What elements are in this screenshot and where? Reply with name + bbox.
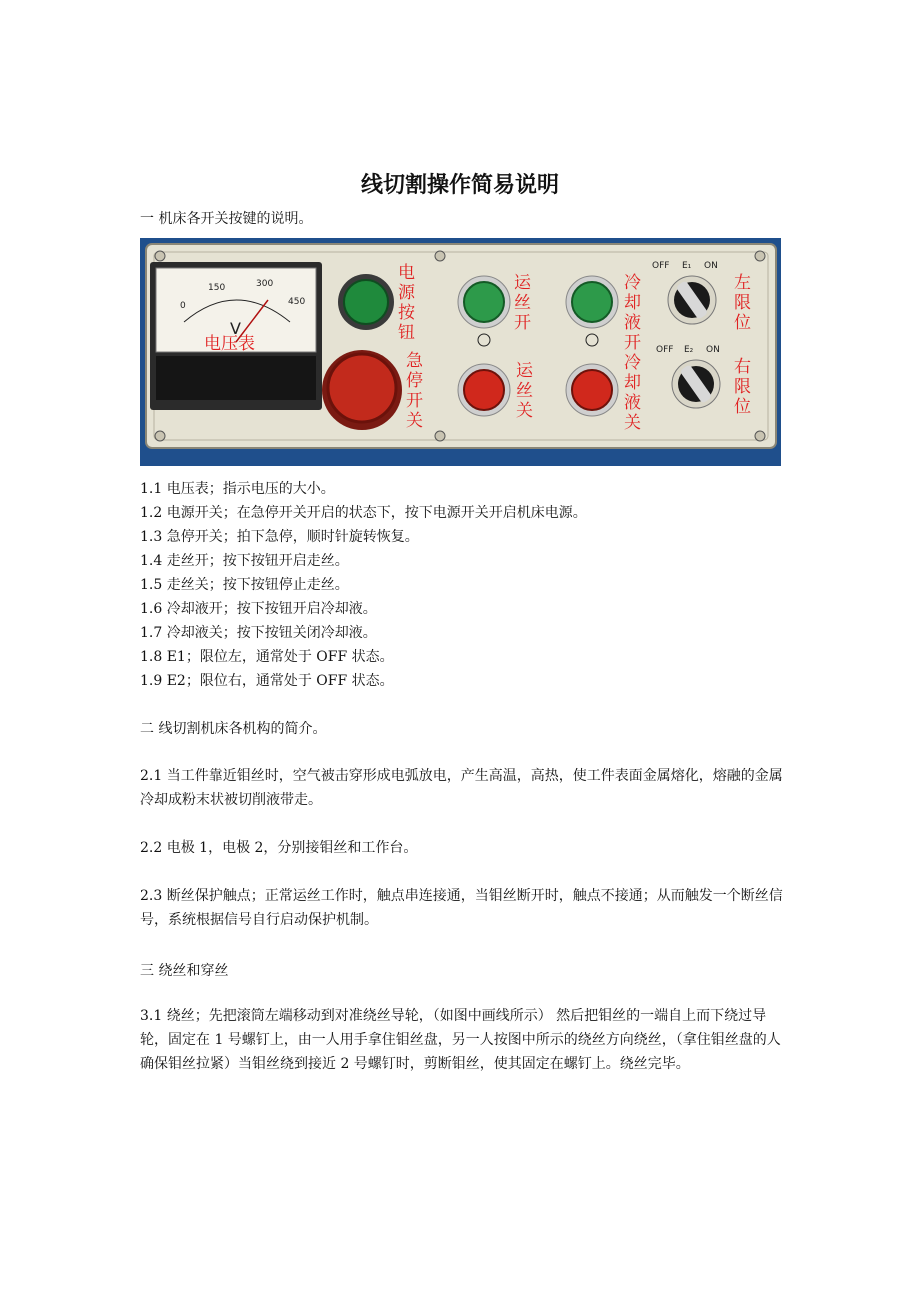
label-power-4: 钮 <box>398 323 415 343</box>
label-estop-4: 关 <box>406 411 423 431</box>
wire-run-off-button[interactable] <box>464 370 504 410</box>
control-panel-photo <box>140 238 781 466</box>
coolant-off-button[interactable] <box>572 370 612 410</box>
emergency-stop-button[interactable] <box>328 354 396 422</box>
list-item: 1.9 E2；限位右，通常处于 OFF 状态。 <box>140 673 394 689</box>
page-title: 线切割操作简易说明 <box>360 173 559 198</box>
wire-run-on-button[interactable] <box>464 282 504 322</box>
paragraph-2-2: 2.2 电极 1，电极 2，分别接钼丝和工作台。 <box>140 840 418 856</box>
meter-tick: 150 <box>208 283 226 293</box>
power-button[interactable] <box>344 280 388 324</box>
meter-tick: 300 <box>256 279 274 289</box>
label-coolant-on-1: 冷 <box>624 273 641 293</box>
list-item: 1.1 电压表；指示电压的大小。 <box>140 481 335 497</box>
list-item: 1.2 电源开关；在急停开关开启的状态下，按下电源开关开启机床电源。 <box>140 505 587 521</box>
voltmeter <box>150 262 322 410</box>
label-limit-right-2: 限 <box>734 377 751 397</box>
list-item: 1.8 E1；限位左，通常处于 OFF 状态。 <box>140 649 394 665</box>
label-estop-3: 开 <box>406 391 423 411</box>
label-wire-on-3: 开 <box>514 313 531 333</box>
label-coolant-off-2: 却 <box>624 373 641 393</box>
section-heading-3: 三 绕丝和穿丝 <box>140 963 229 979</box>
meter-tick: 0 <box>180 301 186 311</box>
label-estop-1: 急 <box>406 351 423 371</box>
screw-icon <box>755 431 765 441</box>
label-coolant-off-3: 液 <box>624 393 641 413</box>
screw-icon <box>155 251 165 261</box>
label-limit-left-1: 左 <box>734 273 751 293</box>
meter-tick: 450 <box>288 297 306 307</box>
control-panel-illustration <box>140 238 781 466</box>
paragraph-2-3: 2.3 断丝保护触点；正常运丝工作时，触点串连接通，当钼丝断开时，触点不接通；从而触发一个断丝信号，系统根据信号自行启动保护机制。 <box>140 888 783 928</box>
label-limit-left-2: 限 <box>734 293 751 313</box>
label-power-1: 电 <box>398 263 415 283</box>
label-wire-off-2: 丝 <box>516 381 533 401</box>
list-item: 1.5 走丝关；按下按钮停止走丝。 <box>140 577 349 593</box>
label-voltmeter: 电压表 <box>204 334 255 354</box>
e1-on-label: ON <box>704 261 718 271</box>
screw-icon <box>755 251 765 261</box>
label-limit-right-1: 右 <box>734 357 751 377</box>
label-power-3: 按 <box>398 303 415 323</box>
screw-icon <box>155 431 165 441</box>
e1-name-label: E₁ <box>682 261 692 271</box>
paragraph-3-1: 3.1 绕丝；先把滚筒左端移动到对准绕丝导轮，（如图中画线所示） 然后把钼丝的一端自上而下绕过导轮，固定在 1 号螺钉上，由一人用手拿住钼丝盘，另一人按图中所示的绕丝方向绕丝，（拿住钼丝盘的人确保钼丝拉紧）当钼丝绕到接近 2 号螺钉时，剪断钼丝，使其固定在螺钉上。绕丝完毕。 <box>140 1008 781 1072</box>
label-coolant-off-4: 关 <box>624 413 641 433</box>
list-item: 1.7 冷却液关；按下按钮关闭冷却液。 <box>140 625 377 641</box>
list-item: 1.6 冷却液开；按下按钮开启冷却液。 <box>140 601 377 617</box>
label-wire-off-3: 关 <box>516 401 533 421</box>
section-heading-1: 一 机床各开关按键的说明。 <box>140 211 313 227</box>
label-wire-on-1: 运 <box>514 273 531 293</box>
label-limit-right-3: 位 <box>734 397 751 417</box>
e2-name-label: E₂ <box>684 345 694 355</box>
e2-on-label: ON <box>706 345 720 355</box>
e1-off-label: OFF <box>652 261 670 271</box>
label-coolant-on-3: 液 <box>624 313 641 333</box>
screw-icon <box>435 251 445 261</box>
label-wire-off-1: 运 <box>516 361 533 381</box>
label-coolant-off-1: 冷 <box>624 353 641 373</box>
label-limit-left-3: 位 <box>734 313 751 333</box>
list-item: 1.4 走丝开；按下按钮开启走丝。 <box>140 553 349 569</box>
label-coolant-on-4: 开 <box>624 333 641 353</box>
label-coolant-on-2: 却 <box>624 293 641 313</box>
coolant-on-button[interactable] <box>572 282 612 322</box>
section-heading-2: 二 线切割机床各机构的简介。 <box>140 721 327 737</box>
label-estop-2: 停 <box>406 371 423 391</box>
meter-unit: V <box>230 319 241 338</box>
list-item: 1.3 急停开关；拍下急停，顺时针旋转恢复。 <box>140 529 419 545</box>
label-wire-on-2: 丝 <box>514 293 531 313</box>
paragraph-2-1: 2.1 当工件靠近钼丝时，空气被击穿形成电弧放电，产生高温，高热，使工件表面金属熔化，熔融的金属冷却成粉末状被切削液带走。 <box>140 768 783 808</box>
screw-icon <box>435 431 445 441</box>
e2-off-label: OFF <box>656 345 674 355</box>
label-power-2: 源 <box>398 283 415 303</box>
